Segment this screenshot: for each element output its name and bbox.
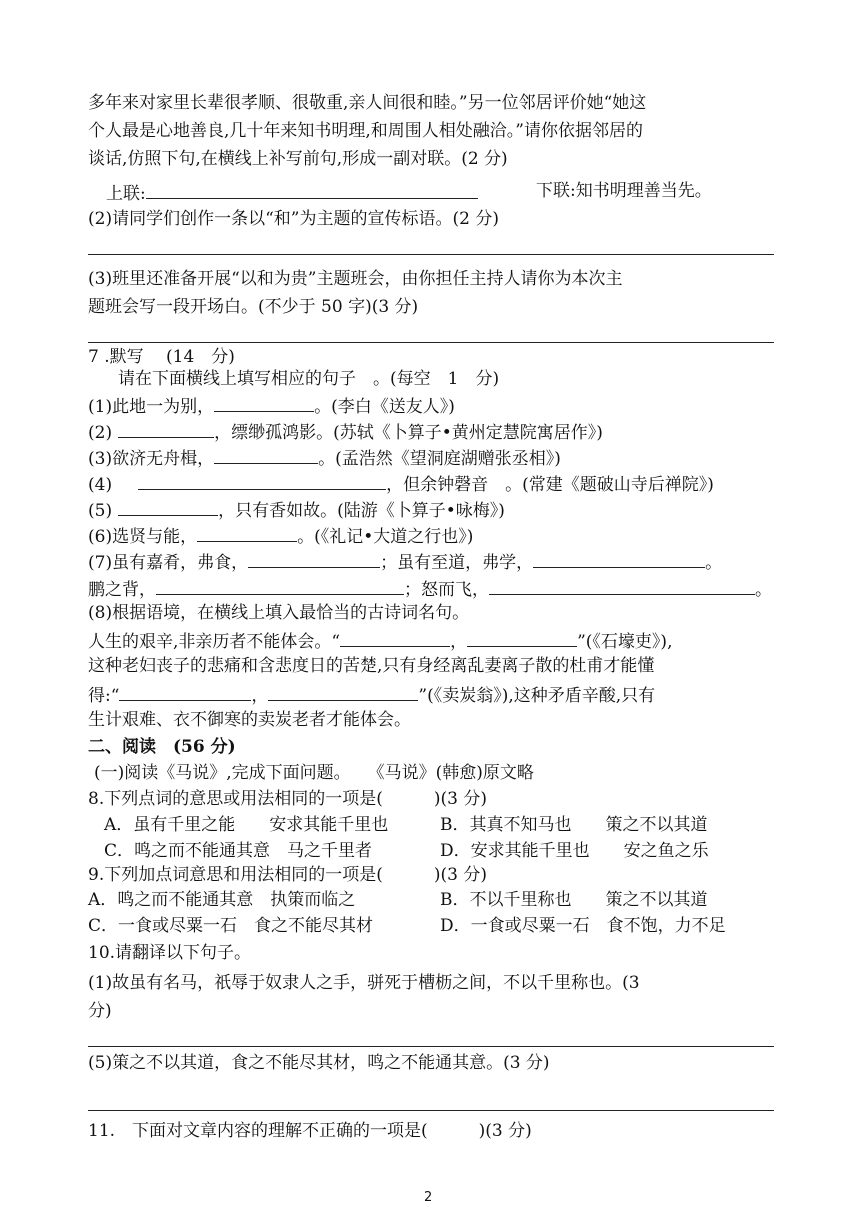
blank-7c[interactable] xyxy=(156,576,404,595)
q10-sentence-1: (1)故虽有名马，祇辱于奴隶人之手，骈死于槽枥之间，不以千里称也。(3 xyxy=(88,973,640,993)
blank-2[interactable] xyxy=(118,419,214,438)
section-2-heading: 二、阅读 (56 分) xyxy=(88,737,236,757)
blank-7a[interactable] xyxy=(248,549,380,568)
q7-item-5: (5) ，只有香如故。(陆游《卜算子•咏梅》) xyxy=(88,497,505,522)
q9-option-b: B．不以千里称也 策之不以其道 xyxy=(440,890,708,910)
q9-option-a: A．鸣之而不能通其意 执策而临之 xyxy=(88,890,356,910)
q8-option-b: B．其真不知马也 策之不以其道 xyxy=(440,815,708,835)
blank-5[interactable] xyxy=(118,497,218,516)
q7-item-2: (2) ，缥缈孤鸿影。(苏轼《卜算子•黄州定慧院寓居作》) xyxy=(88,419,603,444)
intro-line-2: 个人最是心地善良,几十年来知书明理,和周围人相处融洽。”请你依据邻居的 xyxy=(88,121,643,141)
q7-item-8-line-b: 这种老妇丧子的悲痛和含悲度日的苦楚,只有身经离乱妻离子散的杜甫才能懂 xyxy=(88,656,655,676)
blank-4[interactable] xyxy=(138,471,386,490)
blank-6[interactable] xyxy=(197,523,297,542)
blank-7b[interactable] xyxy=(533,549,705,568)
q7-title: 7 .默写 (14 分) xyxy=(88,347,235,367)
q10-sentence-5: (5)策之不以其道，食之不能尽其材，鸣之不能通其意。(3 分) xyxy=(88,1053,550,1073)
q7-item-1: (1)此地一为别， 。(李白《送友人》) xyxy=(88,393,455,418)
q8-stem: 8.下列点词的意思或用法相同的一项是( )(3 分) xyxy=(88,789,487,809)
lower-couplet: 下联:知书明理善当先。 xyxy=(536,181,712,201)
answer-line-q3[interactable] xyxy=(88,342,774,343)
q9-option-c: C．一食或尽粟一石 食之不能尽其材 xyxy=(88,916,374,936)
q9-option-d: D．一食或尽粟一石 食不饱，力不足 xyxy=(440,916,726,936)
question-3-line-1: (3)班里还准备开展“以和为贵”主题班会，由你担任主持人请你为本次主 xyxy=(88,269,623,289)
question-3-line-2: 题班会写一段开场白。(不少于 50 字)(3 分) xyxy=(88,297,419,317)
q7-item-8-line-c: 得:“ ， ”(《卖炭翁》),这种矛盾辛酸,只有 xyxy=(88,682,655,707)
q8-option-c: C．鸣之而不能通其意 马之千里者 xyxy=(104,841,373,861)
blank-8b[interactable] xyxy=(467,628,577,647)
q7-item-6: (6)选贤与能， 。(《礼记•大道之行也》) xyxy=(88,523,473,548)
q10-sentence-1-cont: 分) xyxy=(88,1001,112,1021)
blank-8d[interactable] xyxy=(268,682,418,701)
blank-8a[interactable] xyxy=(340,628,450,647)
upper-couplet-blank[interactable] xyxy=(146,180,478,199)
blank-3[interactable] xyxy=(214,445,318,464)
q10-stem: 10.请翻译以下句子。 xyxy=(88,943,252,963)
page-number: 2 xyxy=(424,1190,433,1205)
upper-couplet-label: 上联: xyxy=(106,180,478,205)
q8-option-d: D．安求其能千里也 安之鱼之乐 xyxy=(440,841,709,861)
q7-item-8: (8)根据语境，在横线上填入最恰当的古诗词名句。 xyxy=(88,603,470,623)
answer-line-q10-5[interactable] xyxy=(88,1110,774,1111)
q7-item-7: (7)虽有嘉肴，弗食， ；虽有至道，弗学， 。 xyxy=(88,549,722,574)
q8-option-a: A．虽有千里之能 安求其能千里也 xyxy=(104,815,389,835)
blank-7d[interactable] xyxy=(489,576,755,595)
blank-8c[interactable] xyxy=(119,682,251,701)
blank-1[interactable] xyxy=(214,393,314,412)
q7-item-3: (3)欲济无舟楫， 。(孟浩然《望洞庭湖赠张丞相》) xyxy=(88,445,561,470)
answer-line-q2[interactable] xyxy=(88,254,774,255)
q7-item-7-cont: 鹏之背， ；怒而飞， 。 xyxy=(88,576,772,601)
q9-stem: 9.下列加点词意思和用法相同的一项是( )(3 分) xyxy=(88,865,487,885)
answer-line-q10-1[interactable] xyxy=(88,1046,774,1047)
q7-item-8-line-d: 生计艰难、衣不御寒的卖炭老者才能体会。 xyxy=(88,710,411,730)
q7-item-8-line-a: 人生的艰辛,非亲历者不能体会。“ ， ”(《石壕吏》), xyxy=(88,628,672,653)
question-2: (2)请同学们创作一条以“和”为主题的宣传标语。(2 分) xyxy=(88,209,499,229)
q11-stem: 11. 下面对文章内容的理解不正确的一项是( )(3 分) xyxy=(88,1121,532,1141)
passage-intro: (一)阅读《马说》,完成下面问题。 《马说》(韩愈)原文略 xyxy=(94,763,534,783)
intro-line-3: 谈话,仿照下句,在横线上补写前句,形成一副对联。(2 分) xyxy=(88,149,508,169)
q7-instruction: 请在下面横线上填写相应的句子 。(每空 1 分) xyxy=(118,369,500,389)
intro-line-1: 多年来对家里长辈很孝顺、很敬重,亲人间很和睦。”另一位邻居评价她“她这 xyxy=(88,93,647,113)
q7-item-4: (4) ，但余钟磬音 。(常建《题破山寺后禅院》) xyxy=(88,471,714,496)
